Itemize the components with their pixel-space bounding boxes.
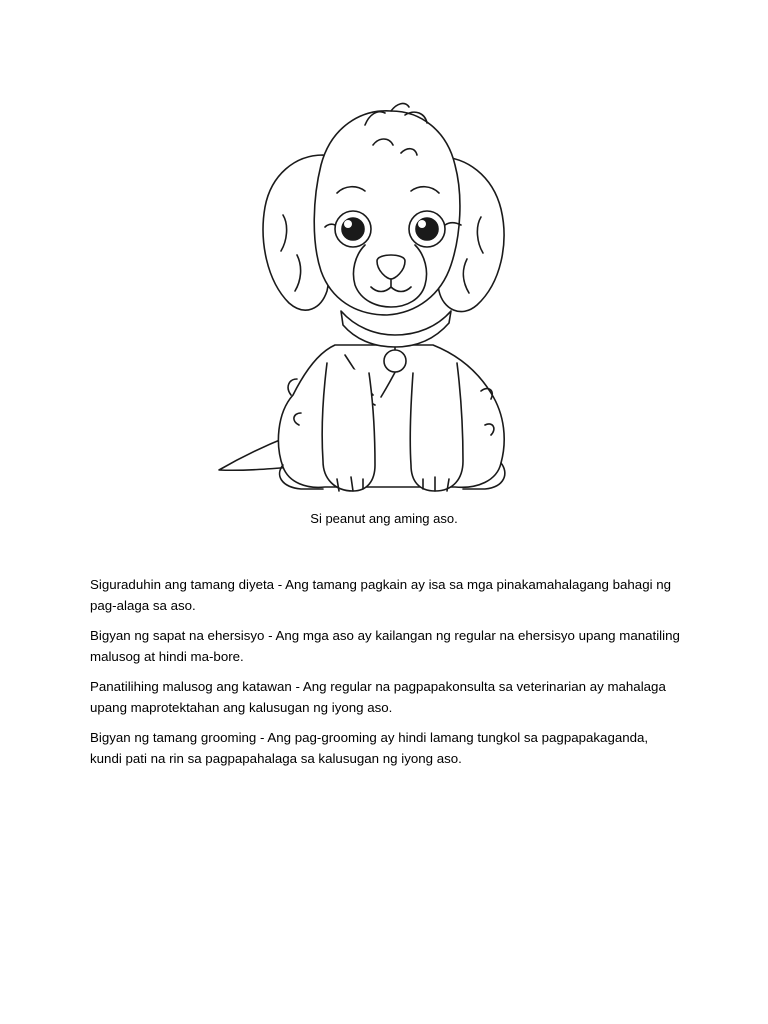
body-text: [90, 574, 680, 778]
paragraph-diet: Siguraduhin ang tamang diyeta - Ang tamang pagkain ay isa sa mga pinakamahalagang bahagi ng pag-alaga sa aso.: [90, 577, 672, 613]
figure-caption: Si peanut ang aming aso.: [310, 511, 458, 526]
paragraph-exercise: Bigyan ng sapat na ehersisyo - Ang mga aso ay kailangan ng regular na ehersisyo upang manatiling malusog at hindi ma-bore.: [90, 628, 680, 664]
paragraph-grooming: Bigyan ng tamang grooming - Ang pag-grooming ay hindi lamang tungkol sa pagpapakaganda, kundi pati na rin sa pagpapahalaga sa kalusugan ng iyong aso.: [90, 730, 649, 766]
paragraph-health: Panatilihing malusog ang katawan - Ang regular na pagpapakonsulta sa veterinarian ay mahalaga upang maprotektahan ang kalusugan ng iyong aso.: [90, 679, 666, 715]
puppy-illustration: [205, 95, 545, 505]
puppy-icon: [205, 95, 545, 505]
